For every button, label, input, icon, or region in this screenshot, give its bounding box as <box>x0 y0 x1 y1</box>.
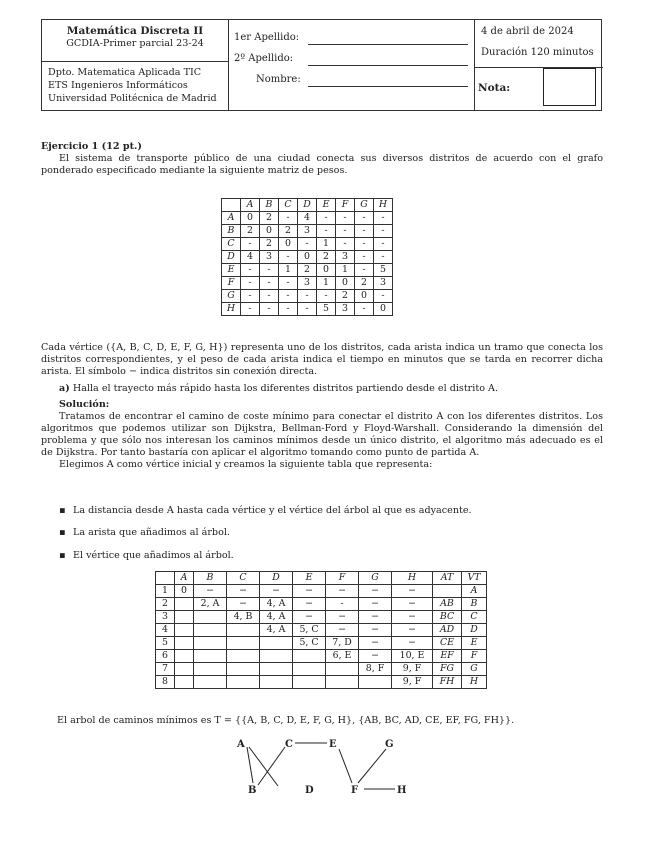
dijkstra-cell: 4, A <box>260 611 293 624</box>
edge-ab <box>247 747 253 783</box>
matrix-cell: - <box>260 290 279 303</box>
matrix-cell: 1 <box>317 277 336 290</box>
bullet-item: ▪ La distancia desde A hasta cada vértice y el vértice del árbol al que es adyacente. <box>73 505 472 517</box>
dijkstra-cell: 4, A <box>260 598 293 611</box>
dijkstra-cell: CE <box>433 637 462 650</box>
nombre-label: Nombre: <box>256 74 301 85</box>
matrix-cell: 3 <box>260 251 279 264</box>
matrix-cell: 3 <box>298 225 317 238</box>
dijkstra-step: 1 <box>156 585 175 598</box>
dijkstra-cell: − <box>293 585 326 598</box>
dijkstra-row <box>156 663 487 676</box>
course-subtitle: GCDIA-Primer parcial 23-24 <box>66 38 204 50</box>
dijkstra-row <box>156 598 487 611</box>
matrix-cell: - <box>355 303 374 316</box>
dijkstra-cell: FH <box>433 676 462 689</box>
matrix-col-header: G <box>355 199 374 212</box>
matrix-header-row <box>222 199 393 212</box>
matrix-row <box>222 251 393 264</box>
dijkstra-cell: B <box>462 598 487 611</box>
dijkstra-cell <box>260 676 293 689</box>
matrix-col-header: D <box>298 199 317 212</box>
matrix-col-header: H <box>374 199 393 212</box>
dijkstra-cell: − <box>392 585 433 598</box>
edge-ef <box>339 749 352 783</box>
node-e: E <box>329 739 337 750</box>
matrix-cell: 2 <box>317 251 336 264</box>
dijkstra-row <box>156 650 487 663</box>
edge-bc <box>258 747 285 785</box>
matrix-col-header: F <box>336 199 355 212</box>
matrix-cell: 5 <box>374 264 393 277</box>
dijkstra-cell: AD <box>433 624 462 637</box>
matrix-row <box>222 225 393 238</box>
edge-fg <box>358 749 386 783</box>
apellido2-label: 2º Apellido: <box>234 53 294 64</box>
dijkstra-cell: 6, E <box>326 650 359 663</box>
node-a: A <box>237 739 245 750</box>
dijkstra-cell: − <box>227 598 260 611</box>
dijkstra-step: 3 <box>156 611 175 624</box>
matrix-row-label: E <box>222 264 241 277</box>
solution-label: Solución: <box>59 398 110 410</box>
dijkstra-cell <box>227 676 260 689</box>
matrix-row-label: D <box>222 251 241 264</box>
dijkstra-cell: BC <box>433 611 462 624</box>
matrix-cell: 2 <box>241 225 260 238</box>
dijkstra-cell <box>326 663 359 676</box>
dijkstra-cell <box>194 663 227 676</box>
dijkstra-step: 7 <box>156 663 175 676</box>
matrix-cell: - <box>241 277 260 290</box>
dijkstra-cell: − <box>326 624 359 637</box>
dept-line: Universidad Politécnica de Madrid <box>48 92 217 104</box>
dijkstra-cell: − <box>392 598 433 611</box>
dijkstra-cell: AB <box>433 598 462 611</box>
matrix-row <box>222 212 393 225</box>
node-g: G <box>385 739 394 750</box>
matrix-cell: - <box>336 238 355 251</box>
dijkstra-cell <box>260 650 293 663</box>
dijkstra-cell <box>227 663 260 676</box>
dijkstra-col-header: AT <box>433 572 462 585</box>
apellido2-line <box>308 65 468 66</box>
dijkstra-cell <box>175 611 194 624</box>
dijkstra-cell: 4, A <box>260 624 293 637</box>
dijkstra-cell: − <box>392 624 433 637</box>
header-divider <box>42 61 228 62</box>
dijkstra-row <box>156 637 487 650</box>
matrix-row-label: B <box>222 225 241 238</box>
apellido1-field[interactable] <box>234 32 299 45</box>
dijkstra-cell: − <box>359 585 392 598</box>
dijkstra-row <box>156 676 487 689</box>
matrix-cell: - <box>336 212 355 225</box>
dijkstra-cell <box>194 637 227 650</box>
solution-paragraph: Elegimos A como vértice inicial y creamos la siguiente tabla que representa: <box>59 458 433 470</box>
dijkstra-cell <box>194 650 227 663</box>
matrix-cell: 0 <box>317 264 336 277</box>
tree-statement: El arbol de caminos mínimos es T = {{A, B, C, D, E, F, G, H}, {AB, BC, AD, CE, EF, FG, FH}}. <box>57 715 515 726</box>
matrix-cell: - <box>298 303 317 316</box>
header-divider <box>474 20 475 110</box>
matrix-cell: 3 <box>374 277 393 290</box>
dijkstra-col-header: A <box>175 572 194 585</box>
matrix-corner <box>222 199 241 212</box>
matrix-row-label: C <box>222 238 241 251</box>
matrix-cell: - <box>355 212 374 225</box>
dijkstra-cell: 7, D <box>326 637 359 650</box>
matrix-cell: 2 <box>298 264 317 277</box>
matrix-row <box>222 290 393 303</box>
matrix-cell: - <box>298 238 317 251</box>
dijkstra-cell: D <box>462 624 487 637</box>
matrix-cell: 3 <box>336 251 355 264</box>
dijkstra-cell: 10, E <box>392 650 433 663</box>
matrix-cell: - <box>317 225 336 238</box>
dijkstra-cell <box>175 676 194 689</box>
apellido2-field[interactable] <box>234 53 293 66</box>
matrix-cell: - <box>241 238 260 251</box>
dijkstra-cell: − <box>392 611 433 624</box>
matrix-row <box>222 277 393 290</box>
matrix-cell: - <box>279 251 298 264</box>
matrix-cell: 0 <box>279 238 298 251</box>
exam-date: 4 de abril de 2024 <box>481 26 574 37</box>
dijkstra-cell: − <box>392 637 433 650</box>
matrix-cell: 4 <box>241 251 260 264</box>
dijkstra-col-header: H <box>392 572 433 585</box>
matrix-cell: - <box>298 290 317 303</box>
matrix-cell: 0 <box>241 212 260 225</box>
matrix-cell: - <box>279 212 298 225</box>
exercise-content <box>41 141 603 177</box>
dijkstra-cell: - <box>326 598 359 611</box>
dijkstra-cell <box>260 637 293 650</box>
matrix-cell: - <box>355 264 374 277</box>
matrix-cell: 3 <box>298 277 317 290</box>
text-block <box>41 342 603 471</box>
dijkstra-cell <box>326 676 359 689</box>
matrix-cell: - <box>355 225 374 238</box>
dijkstra-col-header: VT <box>462 572 487 585</box>
dijkstra-table <box>155 571 487 689</box>
matrix-cell: 2 <box>260 238 279 251</box>
dijkstra-cell <box>175 663 194 676</box>
nombre-field[interactable] <box>256 74 301 87</box>
matrix-cell: - <box>260 264 279 277</box>
node-c: C <box>285 739 293 750</box>
dijkstra-cell: − <box>359 598 392 611</box>
dijkstra-cell: − <box>326 611 359 624</box>
matrix-cell: - <box>260 303 279 316</box>
course-info <box>42 25 228 50</box>
dijkstra-cell <box>194 624 227 637</box>
dijkstra-col-header: C <box>227 572 260 585</box>
dijkstra-col-header: D <box>260 572 293 585</box>
matrix-cell: - <box>241 303 260 316</box>
matrix-cell: 0 <box>355 290 374 303</box>
dijkstra-cell: E <box>462 637 487 650</box>
dijkstra-cell <box>227 637 260 650</box>
matrix-row <box>222 264 393 277</box>
question <box>41 383 603 395</box>
matrix-cell: 0 <box>336 277 355 290</box>
edge-ad <box>249 747 278 786</box>
dijkstra-col-header: G <box>359 572 392 585</box>
dijkstra-cell <box>293 650 326 663</box>
dijkstra-cell: FG <box>433 663 462 676</box>
dijkstra-col-header: E <box>293 572 326 585</box>
exam-duration: Duración 120 minutos <box>481 47 594 58</box>
dijkstra-cell <box>227 624 260 637</box>
nombre-line <box>308 86 468 87</box>
node-h: H <box>397 785 407 796</box>
bullet-item: ▪ La arista que añadimos al árbol. <box>73 527 230 539</box>
matrix-cell: 0 <box>260 225 279 238</box>
dijkstra-cell <box>293 663 326 676</box>
dijkstra-cell: A <box>462 585 487 598</box>
matrix-row <box>222 238 393 251</box>
dept-line: ETS Ingenieros Informáticos <box>48 79 188 91</box>
dijkstra-cell: F <box>462 650 487 663</box>
dijkstra-cell <box>175 624 194 637</box>
matrix-cell: - <box>317 290 336 303</box>
dijkstra-header-row <box>156 572 487 585</box>
dijkstra-cell: G <box>462 663 487 676</box>
dijkstra-cell: − <box>359 650 392 663</box>
matrix-cell: - <box>317 212 336 225</box>
question-text: Halla el trayecto más rápido hasta los diferentes distritos partiendo desde el distrito A. <box>72 382 498 394</box>
dijkstra-cell: 2, A <box>194 598 227 611</box>
dijkstra-cell: − <box>359 624 392 637</box>
matrix-cell: 3 <box>336 303 355 316</box>
dijkstra-col-header: B <box>194 572 227 585</box>
question-label: a) <box>59 382 70 394</box>
course-title: Matemática Discreta II <box>66 25 204 37</box>
tree-graph <box>225 733 425 798</box>
dijkstra-cell <box>433 585 462 598</box>
matrix-cell: 1 <box>317 238 336 251</box>
matrix-cell: 2 <box>279 225 298 238</box>
dept-line: Dpto. Matematica Aplicada TIC <box>48 67 202 78</box>
matrix-col-header: C <box>279 199 298 212</box>
dijkstra-row <box>156 624 487 637</box>
dijkstra-cell <box>175 598 194 611</box>
dijkstra-cell <box>194 611 227 624</box>
dijkstra-row <box>156 611 487 624</box>
node-f: F <box>351 785 359 796</box>
matrix-cell: 2 <box>260 212 279 225</box>
dijkstra-cell: 4, B <box>227 611 260 624</box>
matrix-cell: 1 <box>336 264 355 277</box>
node-b: B <box>248 785 257 796</box>
dijkstra-cell: 8, F <box>359 663 392 676</box>
dijkstra-col-header: F <box>326 572 359 585</box>
dijkstra-cell: − <box>293 611 326 624</box>
solution-paragraph: Tratamos de encontrar el camino de coste mínimo para conectar el distrito A con los diferentes distritos. Los algoritmos que podemos utilizar son Dijkstra, Bellman-Ford y Floyd-Warshall. Considerando la dimensión del problema y que sólo nos interesan los caminos mínimos desde un único distrito, el algoritmo más adecuado es el de Dijkstra. Por tanto bastaría con aplicar el algoritmo tomando como punto de partida A. <box>41 410 603 458</box>
matrix-cell: - <box>279 290 298 303</box>
dijkstra-cell <box>175 650 194 663</box>
matrix-cell: - <box>374 212 393 225</box>
matrix-row <box>222 303 393 316</box>
matrix-cell: - <box>241 264 260 277</box>
matrix-col-header: A <box>241 199 260 212</box>
dijkstra-cell <box>359 676 392 689</box>
apellido1-line <box>308 44 468 45</box>
exam-header <box>41 19 602 111</box>
dijkstra-cell <box>227 650 260 663</box>
vertex-description: Cada vértice ({A, B, C, D, E, F, G, H}) representa uno de los distritos, cada arista indica un tramo que conecta los distritos correspondientes, y el peso de cada arista indica el tiempo en minutos que se tarda en recorrer dicha arista. El símbolo − indica distritos sin conexión directa. <box>41 342 603 377</box>
matrix-row-label: H <box>222 303 241 316</box>
dijkstra-cell <box>175 637 194 650</box>
matrix-row-label: A <box>222 212 241 225</box>
matrix-cell: 2 <box>355 277 374 290</box>
dijkstra-step: 5 <box>156 637 175 650</box>
matrix-cell: - <box>279 303 298 316</box>
dijkstra-cell: 5, C <box>293 624 326 637</box>
matrix-cell: 0 <box>298 251 317 264</box>
dijkstra-cell: 9, F <box>392 663 433 676</box>
node-d: D <box>305 785 314 796</box>
matrix-cell: 2 <box>336 290 355 303</box>
dijkstra-cell: 5, C <box>293 637 326 650</box>
matrix-col-header: E <box>317 199 336 212</box>
department <box>48 67 217 106</box>
dijkstra-step: 2 <box>156 598 175 611</box>
dijkstra-cell: H <box>462 676 487 689</box>
bullet-item: ▪ El vértice que añadimos al árbol. <box>73 550 234 562</box>
nota-label: Nota: <box>478 82 511 94</box>
dijkstra-cell: C <box>462 611 487 624</box>
matrix-cell: - <box>374 290 393 303</box>
matrix-cell: - <box>374 251 393 264</box>
matrix-cell: - <box>241 290 260 303</box>
dijkstra-step: 6 <box>156 650 175 663</box>
dijkstra-step: 8 <box>156 676 175 689</box>
dijkstra-cell: − <box>326 585 359 598</box>
matrix-cell: - <box>374 225 393 238</box>
dijkstra-cell: − <box>194 585 227 598</box>
matrix-cell: - <box>279 277 298 290</box>
matrix-cell: - <box>355 251 374 264</box>
dijkstra-cell: − <box>359 611 392 624</box>
dijkstra-cell <box>293 676 326 689</box>
dijkstra-step: 4 <box>156 624 175 637</box>
nota-box[interactable] <box>543 68 596 106</box>
matrix-cell: - <box>336 225 355 238</box>
dijkstra-cell: 0 <box>175 585 194 598</box>
matrix-cell: 5 <box>317 303 336 316</box>
dijkstra-cell: − <box>293 598 326 611</box>
dijkstra-cell: − <box>359 637 392 650</box>
matrix-cell: 0 <box>374 303 393 316</box>
matrix-row-label: G <box>222 290 241 303</box>
matrix-row-label: F <box>222 277 241 290</box>
dijkstra-cell: − <box>227 585 260 598</box>
dijkstra-cell <box>260 663 293 676</box>
matrix-cell: - <box>374 238 393 251</box>
dijkstra-cell: EF <box>433 650 462 663</box>
matrix-cell: 1 <box>279 264 298 277</box>
exercise-title: Ejercicio 1 (12 pt.) <box>41 141 142 152</box>
dijkstra-row <box>156 585 487 598</box>
matrix-cell: 4 <box>298 212 317 225</box>
apellido1-label: 1er Apellido: <box>234 32 300 43</box>
header-divider <box>228 20 229 110</box>
dijkstra-cell: 9, F <box>392 676 433 689</box>
weight-matrix <box>221 198 393 316</box>
dijkstra-cell <box>194 676 227 689</box>
dijkstra-cell: − <box>260 585 293 598</box>
exercise-intro: El sistema de transporte público de una ciudad conecta sus diversos distritos de acuerdo con el grafo ponderado especificado mediante la siguiente matriz de pesos. <box>41 152 603 176</box>
dijkstra-corner <box>156 572 175 585</box>
matrix-cell: - <box>260 277 279 290</box>
matrix-col-header: B <box>260 199 279 212</box>
matrix-cell: - <box>355 238 374 251</box>
